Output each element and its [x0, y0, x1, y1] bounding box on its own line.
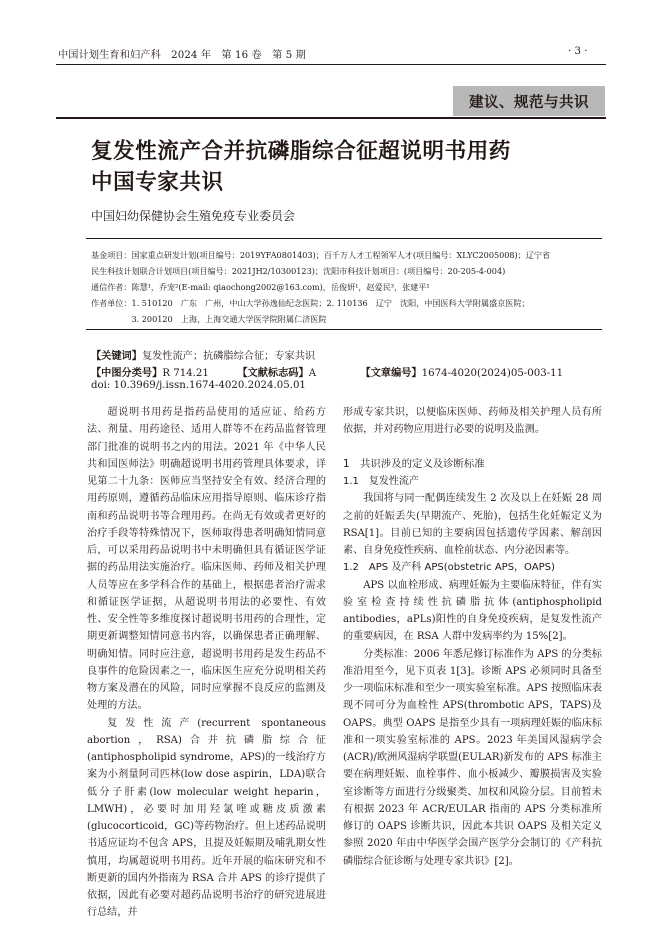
subsection-heading-1-1: 1.1 复发性流产 [343, 476, 419, 487]
affiliations-line-2: 3. 200120 上海，上海交通大学医学院附属仁济医院 [91, 314, 327, 324]
corresponding-authors: 通信作者：陈慧¹，乔宠²(E-mail: qiaochong2002@163.com)，岳俊妍¹，赵爱民³，张建平¹ [91, 282, 430, 292]
section-heading-1: 1 共识涉及的定义及诊断标准 [343, 457, 485, 470]
aps-definition-paragraph: APS 以血栓形成、病理妊娠为主要临床特征，伴有实验室检查持续性抗磷脂抗体(antiphospholipid antibodies，aPLs)阳性的自身免疫疾病，是复发性流产的重要病因，在 RSA 人群中发病率约为 15%[2]。 [343, 579, 602, 643]
meta-rule-top [86, 238, 602, 239]
doc-code-label: 【文献标志码】 [237, 367, 309, 379]
intro-paragraph-2-continued: 形成专家共识，以便临床医师、药师及相关护理人员有所依据，并对药物应用进行必要的说明及监测。 [343, 407, 602, 436]
title-line-2: 中国专家共识 [91, 170, 224, 195]
doc-code-value: A [308, 368, 317, 379]
intro-paragraph-2: 复发性流产(recurrent spontaneous abortion，RSA)合并抗磷脂综合征(antiphospholipid syndrome，APS)的一线治疗方案为小剂量阿司匹林(low dose aspirin，LDA)联合低分子肝素(low molecular weight heparin，LMWH)，必要时加用羟氯喹或糖皮质激素(glucocorticoid，GC)等药物治疗。但上述药品说明书适应证均不包含 APS，且提及妊娠期及哺乳期女性慎用，均属超说明书用药。近年开展的临床研究和不断更新的国内外指南为 RSA 合并 APS 的诊疗提供了依据，因此有必要对超药品说明书治疗的研究进展进行总结，并 [87, 717, 326, 919]
article-number-value: 1674-4020(2024)05-003-11 [421, 368, 564, 379]
keywords-text: 复发性流产；抗磷脂综合征；专家共识 [141, 351, 316, 362]
left-column [87, 404, 326, 922]
article-number-label: 【文章编号】 [360, 367, 422, 379]
keywords-label: 【关键词】 [91, 350, 142, 362]
clc-label: 【中图分类号】 [91, 367, 163, 379]
banner-rule [56, 117, 606, 119]
article-title [91, 136, 591, 198]
meta-rule-bottom [86, 329, 602, 330]
funding-line-1: 基金项目：国家重点研发计划(项目编号：2019YFA0801403)；百千万人才工程领军人才(项目编号：XLYC2005008)；辽宁省 [91, 250, 551, 260]
author-organization: 中国妇幼保健协会生殖免疫专业委员会 [91, 209, 296, 223]
classification-line [91, 364, 563, 379]
running-header-journal: 中国计划生育和妇产科 2024 年 第 16 卷 第 5 期 [58, 50, 306, 61]
affiliations-line-1: 作者单位：1. 510120 广东 广州，中山大学孙逸仙纪念医院；2. 110136 辽宁 沈阳，中国医科大学附属盛京医院； [91, 298, 530, 308]
subsection-heading-1-2: 1.2 APS 及产科 APS(obstetric APS，OAPS) [343, 562, 555, 574]
section-banner: 建议、规范与共识 [453, 86, 605, 116]
header-rule [56, 64, 606, 65]
intro-paragraph-1: 超说明书用药是指药品使用的适应证、给药方法、剂量、用药途径、适用人群等不在药品监督管理部门批准的说明书之内的用法。2021 年《中华人民共和国医师法》明确超说明书用药管理具体要求，详见第二十九条：医师应当坚持安全有效、经济合理的用药原则，遵循药品临床应用指导原则、临床诊疗指南和药品说明书等合理用药。在尚无有效或者更好的治疗手段等特殊情况下，医师取得患者明确知情同意后，可以采用药品说明书中未明确但具有循证医学证据的药品用法实施治疗。临床医师、药师及相关护理人员等应在多学科合作的基础上，根据患者治疗需求和循证医学证据，从超说明书用法的必要性、有效性、安全性等多维度探讨超说明书用药的合理性，定期更新调整知情同意书内容，以确保患者正确理解、明确知情。同时应注意，超说明书用药是发生药品不良事件的危险因素之一，临床医生应充分说明相关药物方案及潜在的风险，同时应掌握不良反应的监测及处理的方法。 [87, 407, 326, 712]
funding-line-2: 民生科技计划联合计划项目(项目编号：2021JH2/10300123)；沈阳市科技计划项目：(项目编号：20-205-4-004) [91, 266, 506, 276]
running-header-page: · 3 · [568, 46, 588, 57]
title-line-1: 复发性流产合并抗磷脂综合征超说明书用药 [91, 139, 511, 164]
classification-criteria-paragraph: 分类标准：2006 年悉尼修订标准作为 APS 的分类标准沿用至今，见下页表 1[3]。诊断 APS 必须同时具备至少一项临床标准和至少一项实验室标准。APS 按照临床表现不同可分为血栓性 APS(thrombotic APS，TAPS)及 OAPS。典型 OAPS 是指至少具有一项病理妊娠的临床标准和一项实验室标准的 APS。2023 年美国风湿病学会(ACR)/欧洲风湿病学联盟(EULAR)新发布的 APS 标准主要在病理妊娠、血栓事件、血小板减少、瓣膜损害及实验室诊断等方面进行分级聚类、加权和风险分层。目前暂未有根据 2023 年 ACR/EULAR 指南的 APS 分类标准所修订的 OAPS 诊断共识，因此本共识 OAPS 及相关定义参照 2020 年由中华医学会围产医学分会制订的《产科抗磷脂综合征诊断与处理专家共识》[2]。 [343, 648, 602, 867]
right-column [343, 404, 602, 870]
doi: doi: 10.3969/j.issn.1674-4020.2024.05.01 [91, 380, 306, 391]
keywords [91, 347, 315, 362]
rsa-definition-paragraph: 我国将与同一配偶连续发生 2 次及以上在妊娠 28 周之前的妊娠丢失(早期流产、死胎)，包括生化妊娠定义为 RSA[1]。目前已知的主要病因包括遗传学因素、解剖因素、自身免疫性疾病、血栓前状态、内分泌因素等。 [343, 493, 602, 556]
clc-value: R 714.21 [162, 368, 209, 379]
